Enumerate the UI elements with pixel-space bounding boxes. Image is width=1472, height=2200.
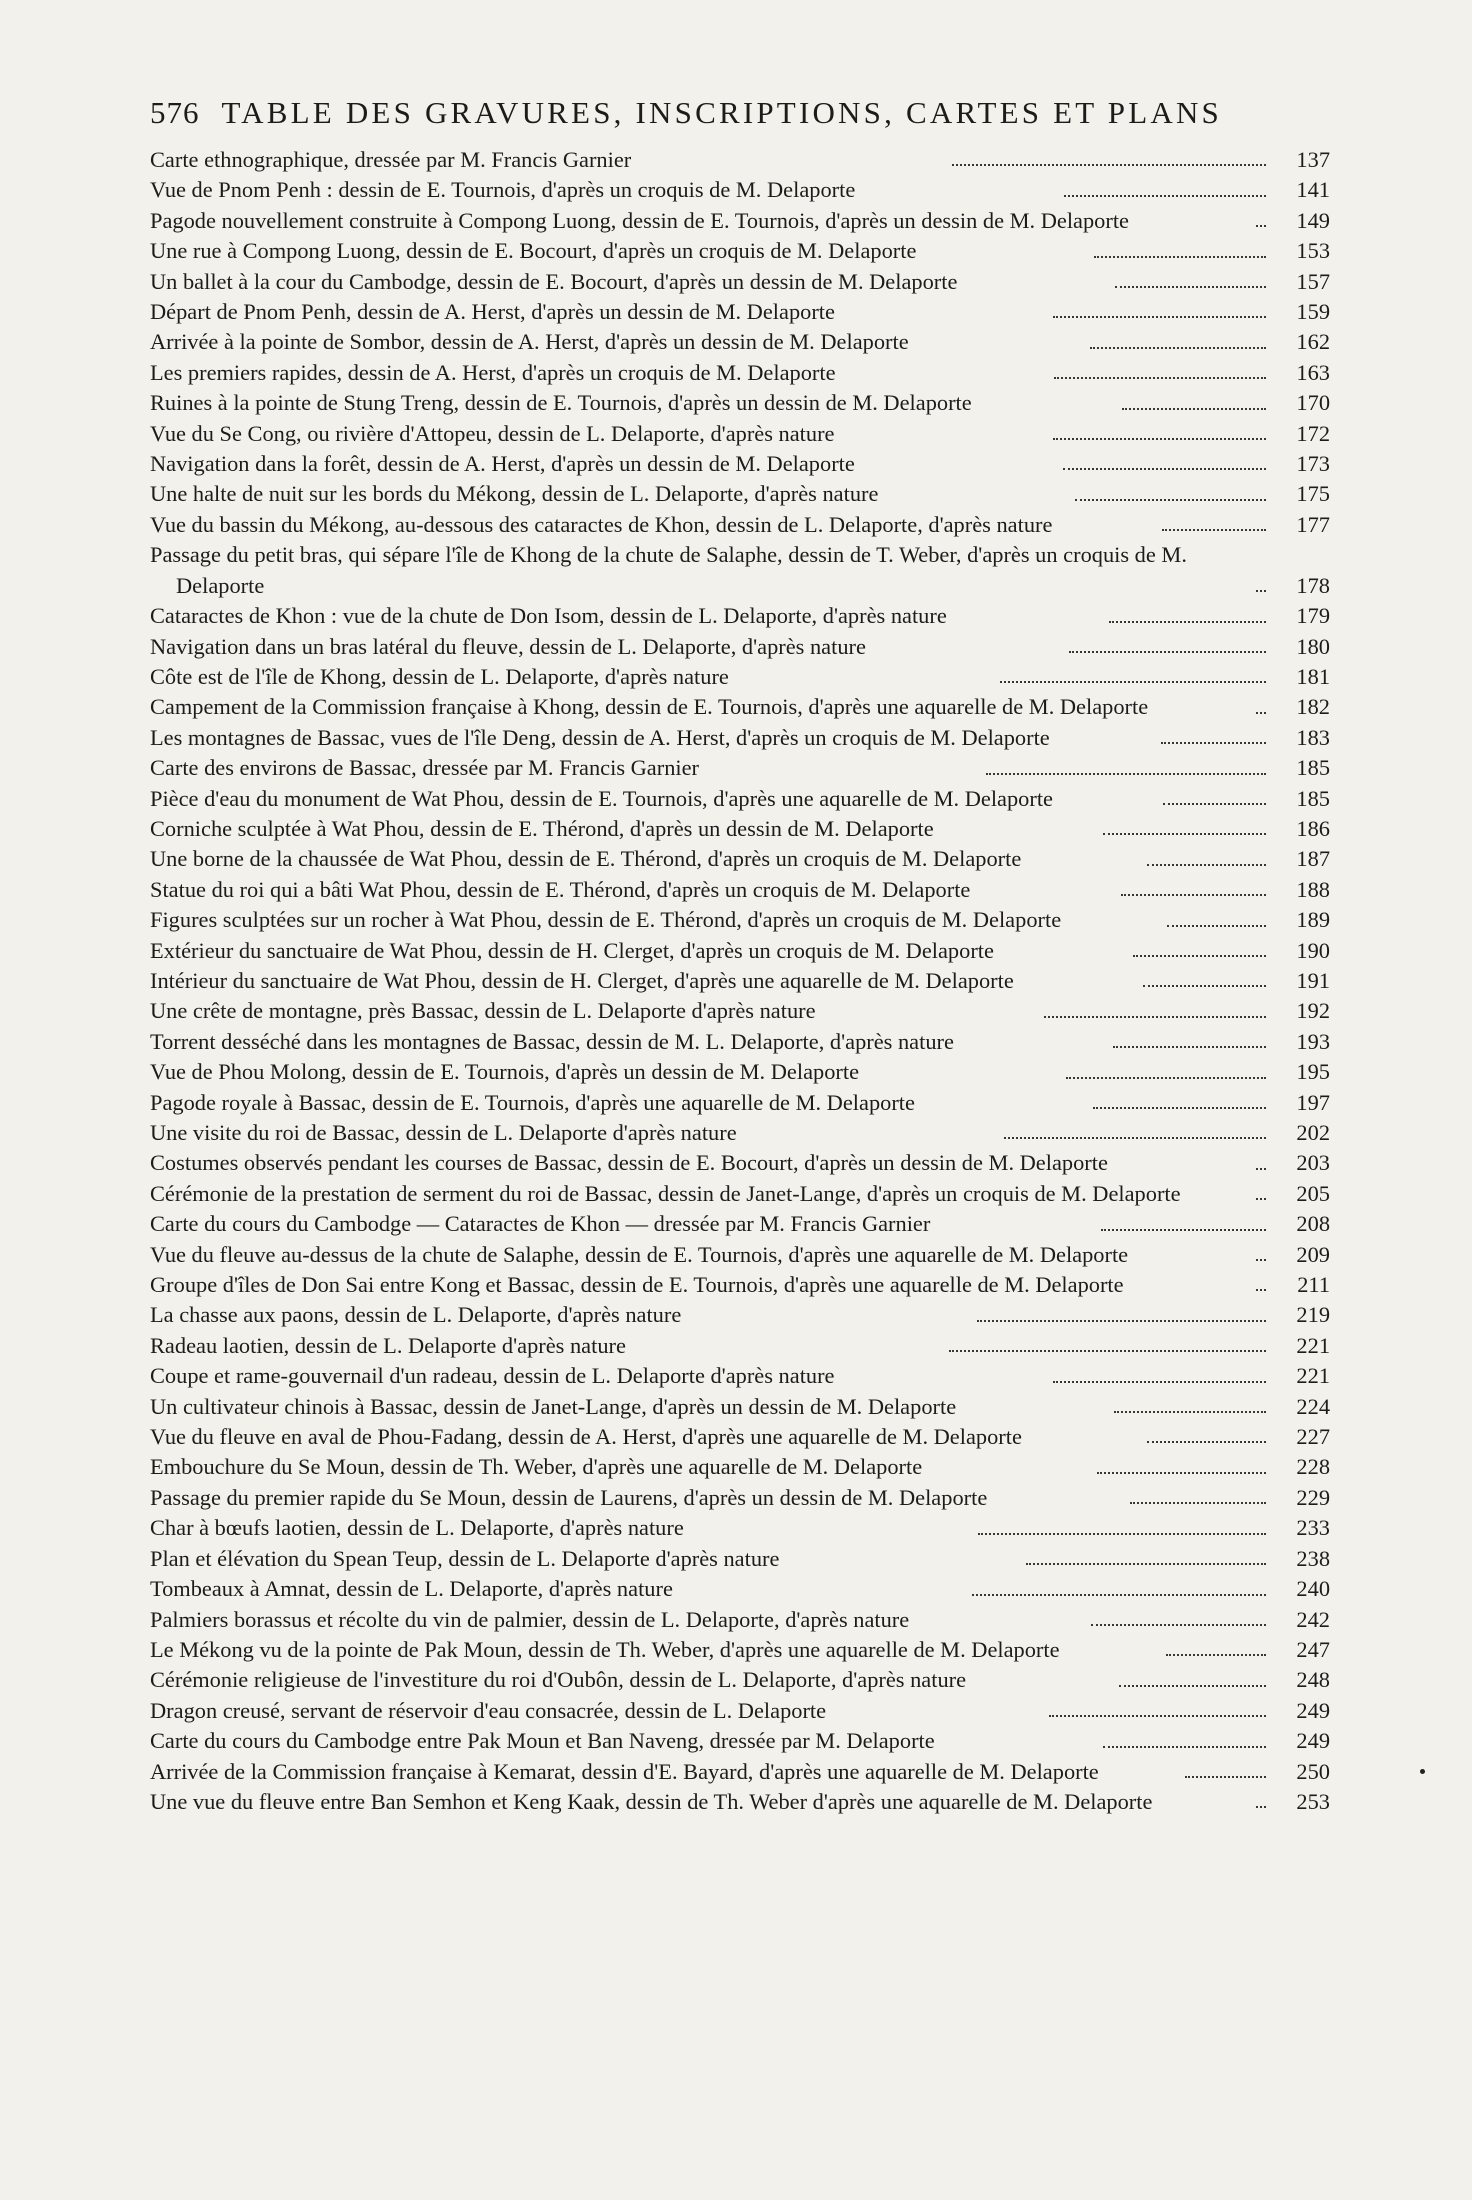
entry-title: Une visite du roi de Bassac, dessin de L. Delaporte d'après nature	[150, 1120, 737, 1145]
page-number: 576	[150, 95, 200, 130]
list-item	[150, 1544, 1330, 1574]
list-item	[150, 327, 1330, 357]
entry-title: Statue du roi qui a bâti Wat Phou, dessin de E. Thérond, d'après un croquis de M. Delaporte	[150, 876, 971, 902]
list-item	[150, 1757, 1330, 1787]
entry-page-number: 211	[1297, 1272, 1330, 1298]
dot-leader	[1054, 377, 1266, 379]
entry-page-number: 248	[1296, 1667, 1330, 1693]
list-item	[150, 1452, 1330, 1482]
dot-leader	[1256, 1289, 1266, 1291]
dot-leader	[949, 1350, 1266, 1352]
entry-title: Palmiers borassus et récolte du vin de palmier, dessin de L. Delaporte, d'après nature	[150, 1606, 910, 1632]
dot-leader	[1066, 1077, 1266, 1079]
dot-leader	[1256, 1259, 1266, 1261]
dot-leader	[1053, 1381, 1266, 1383]
entry-title: Figures sculptées sur un rocher à Wat Phou, dessin de E. Thérond, d'après un croquis de M. Delaporte	[150, 907, 1062, 933]
dot-leader	[1163, 803, 1267, 805]
list-item	[150, 1270, 1330, 1300]
dot-leader	[1069, 651, 1266, 653]
dot-leader	[1162, 529, 1266, 531]
entry-page-number: 157	[1296, 268, 1331, 294]
entry-title: Pagode nouvellement construite à Compong Luong, dessin de E. Tournois, d'après un dessin de M. Delaporte	[150, 207, 1129, 233]
entry-page-number: 179	[1296, 603, 1331, 629]
entry-page-number: 224	[1296, 1393, 1331, 1419]
dot-leader	[1044, 1016, 1266, 1018]
entry-page-number: 173	[1296, 451, 1330, 477]
dot-leader	[1147, 1441, 1266, 1443]
list-item	[150, 601, 1330, 631]
dot-leader	[978, 1533, 1266, 1535]
entry-page-number: 240	[1296, 1576, 1331, 1602]
list-item	[150, 753, 1330, 783]
entry-title: Navigation dans un bras latéral du fleuve, dessin de L. Delaporte, d'après nature	[150, 633, 866, 659]
entry-title: Un ballet à la cour du Cambodge, dessin de E. Bocourt, d'après un dessin de M. Delaporte	[150, 268, 958, 294]
entry-page-number: 178	[1296, 572, 1330, 598]
dot-leader	[1113, 1046, 1266, 1048]
entry-title: Campement de la Commission française à Khong, dessin de E. Tournois, d'après une aquarelle de M. Delaporte	[150, 694, 1149, 720]
dot-leader	[1000, 681, 1266, 683]
entry-title: Vue du fleuve au-dessus de la chute de Salaphe, dessin de E. Tournois, d'après une aquarelle de M. Delaporte	[150, 1241, 1129, 1267]
dot-leader	[1049, 1715, 1266, 1717]
dot-leader	[1122, 408, 1266, 410]
entry-title: Une vue du fleuve entre Ban Semhon et Keng Kaak, dessin de Th. Weber d'après une aquarelle de M. Delaporte	[150, 1788, 1153, 1814]
dot-leader	[1143, 985, 1266, 987]
entry-page-number: 205	[1296, 1180, 1330, 1206]
list-item	[150, 388, 1330, 418]
entry-page-number: 221	[1296, 1332, 1331, 1358]
entry-title: Vue de Phou Molong, dessin de E. Tournois, d'après un dessin de M. Delaporte	[150, 1059, 860, 1085]
list-item	[150, 1605, 1330, 1635]
entry-title: Passage du petit bras, qui sépare l'île de Khong de la chute de Salaphe, dessin de T. Weber, d'après un croquis de M. Delaporte	[150, 542, 1187, 598]
list-item	[150, 145, 1330, 175]
list-item	[150, 1331, 1330, 1361]
list-item	[150, 996, 1330, 1026]
list-item	[150, 1118, 1330, 1148]
page-title: TABLE DES GRAVURES, INSCRIPTIONS, CARTES ET PLANS	[221, 95, 1222, 130]
entry-page-number: 186	[1296, 815, 1330, 841]
entry-page-number: 175	[1296, 481, 1330, 507]
list-item	[150, 1179, 1330, 1209]
dot-leader	[1103, 1746, 1266, 1748]
dot-leader	[1053, 316, 1266, 318]
entry-page-number: 185	[1296, 785, 1330, 811]
entry-title: Torrent desséché dans les montagnes de Bassac, dessin de M. L. Delaporte, d'après nature	[150, 1028, 954, 1054]
entry-page-number: 141	[1296, 177, 1330, 203]
dot-leader	[1256, 1168, 1266, 1170]
entry-title: Une borne de la chaussée de Wat Phou, dessin de E. Thérond, d'après un croquis de M. Delaporte	[150, 846, 1022, 872]
entry-page-number: 170	[1296, 390, 1331, 416]
dot-leader	[1133, 955, 1266, 957]
entry-title: Coupe et rame-gouvernail d'un radeau, dessin de L. Delaporte d'après nature	[150, 1363, 835, 1389]
entry-page-number: 193	[1296, 1028, 1331, 1054]
dot-leader	[1167, 925, 1266, 927]
entry-page-number: 187	[1296, 846, 1331, 872]
list-item	[150, 966, 1330, 996]
entry-title: Extérieur du sanctuaire de Wat Phou, dessin de H. Clerget, d'après un croquis de M. Delaporte	[150, 937, 994, 963]
entry-title: Le Mékong vu de la pointe de Pak Moun, dessin de Th. Weber, d'après une aquarelle de M. Delaporte	[150, 1636, 1060, 1662]
dot-leader	[1161, 742, 1266, 744]
entry-title: Vue de Pnom Penh : dessin de E. Tournois, d'après un croquis de M. Delaporte	[150, 177, 856, 203]
entry-page-number: 192	[1296, 998, 1331, 1024]
dot-leader	[1114, 1411, 1266, 1413]
entry-title: Arrivée de la Commission française à Kemarat, dessin d'E. Bayard, d'après une aquarelle de M. Delaporte	[150, 1758, 1099, 1784]
list-item	[150, 1361, 1330, 1391]
entry-page-number: 250	[1296, 1758, 1330, 1784]
list-item	[150, 936, 1330, 966]
list-item	[150, 479, 1330, 509]
list-item	[150, 419, 1330, 449]
dot-leader	[1256, 1198, 1266, 1200]
entry-page-number: 208	[1296, 1211, 1331, 1237]
entry-page-number: 180	[1296, 633, 1330, 659]
entry-title: Vue du Se Cong, ou rivière d'Attopeu, dessin de L. Delaporte, d'après nature	[150, 420, 835, 446]
entry-page-number: 247	[1296, 1636, 1330, 1662]
entry-title: Navigation dans la forêt, dessin de A. Herst, d'après un dessin de M. Delaporte	[150, 451, 855, 477]
entry-page-number: 159	[1296, 299, 1331, 325]
list-item	[150, 1209, 1330, 1239]
list-item	[150, 1057, 1330, 1087]
list-item	[150, 236, 1330, 266]
entry-title: Tombeaux à Amnat, dessin de L. Delaporte, d'après nature	[150, 1576, 673, 1602]
dot-leader	[1185, 1776, 1266, 1778]
list-item	[150, 875, 1330, 905]
dot-leader	[1256, 712, 1266, 714]
list-item	[150, 1787, 1330, 1817]
entry-page-number: 149	[1296, 207, 1330, 233]
entry-title: Les montagnes de Bassac, vues de l'île Deng, dessin de A. Herst, d'après un croquis de M. Delaporte	[150, 724, 1050, 750]
entry-page-number: 249	[1296, 1728, 1331, 1754]
dot-leader	[1091, 1624, 1266, 1626]
list-item	[150, 510, 1330, 540]
entry-page-number: 221	[1296, 1363, 1330, 1389]
entry-title: Vue du bassin du Mékong, au-dessous des cataractes de Khon, dessin de L. Delaporte, d'après nature	[150, 511, 1053, 537]
entry-page-number: 228	[1296, 1454, 1331, 1480]
entry-page-number: 181	[1296, 663, 1331, 689]
entry-title: Une crête de montagne, près Bassac, dessin de L. Delaporte d'après nature	[150, 998, 816, 1024]
entry-page-number: 183	[1296, 724, 1330, 750]
list-item	[150, 175, 1330, 205]
entry-page-number: 191	[1296, 967, 1330, 993]
entry-page-number: 197	[1296, 1089, 1330, 1115]
dot-leader	[1256, 1806, 1266, 1808]
list-item	[150, 1665, 1330, 1695]
dot-leader	[972, 1594, 1266, 1596]
list-item	[150, 297, 1330, 327]
dot-leader	[1075, 499, 1266, 501]
dot-leader	[1256, 590, 1266, 592]
list-item	[150, 540, 1330, 601]
entry-title: Cataractes de Khon : vue de la chute de Don Isom, dessin de L. Delaporte, d'après nature	[150, 603, 947, 629]
entry-title: Arrivée à la pointe de Sombor, dessin de A. Herst, d'après un dessin de M. Delaporte	[150, 329, 909, 355]
list-item	[150, 1574, 1330, 1604]
entry-page-number: 249	[1296, 1697, 1331, 1723]
entry-title: Costumes observés pendant les courses de Bassac, dessin de E. Bocourt, d'après un dessin de M. Delaporte	[150, 1150, 1108, 1176]
entry-title: Un cultivateur chinois à Bassac, dessin de Janet-Lange, d'après un dessin de M. Delaporte	[150, 1393, 957, 1419]
list-item	[150, 784, 1330, 814]
entry-page-number: 202	[1296, 1120, 1331, 1145]
dot-leader	[1094, 256, 1266, 258]
list-item	[150, 662, 1330, 692]
dot-leader	[1026, 1563, 1266, 1565]
dot-leader	[977, 1320, 1266, 1322]
entry-page-number: 172	[1296, 420, 1331, 446]
list-item	[150, 723, 1330, 753]
list-item	[150, 267, 1330, 297]
entry-title: Carte du cours du Cambodge — Cataractes de Khon — dressée par M. Francis Garnier	[150, 1211, 931, 1237]
entry-page-number: 227	[1296, 1424, 1331, 1450]
list-item	[150, 1240, 1330, 1270]
list-item	[150, 1513, 1330, 1543]
ink-speck	[1420, 1769, 1425, 1774]
list-item	[150, 1483, 1330, 1513]
list-item	[150, 1635, 1330, 1665]
entry-title: Carte des environs de Bassac, dressée par M. Francis Garnier	[150, 755, 700, 781]
dot-leader	[1130, 1502, 1266, 1504]
table-of-engravings	[150, 145, 1330, 1817]
dot-leader	[1103, 833, 1266, 835]
entry-page-number: 233	[1296, 1515, 1330, 1541]
entry-title: Cérémonie religieuse de l'investiture du roi d'Oubôn, dessin de L. Delaporte, d'après nature	[150, 1667, 967, 1693]
entry-title: Ruines à la pointe de Stung Treng, dessin de E. Tournois, d'après un dessin de M. Delaporte	[150, 390, 972, 416]
entry-title: Une rue à Compong Luong, dessin de E. Bocourt, d'après un croquis de M. Delaporte	[150, 238, 917, 264]
dot-leader	[1115, 286, 1266, 288]
dot-leader	[1147, 864, 1266, 866]
entry-page-number: 203	[1296, 1150, 1330, 1176]
page-header	[150, 95, 1322, 131]
entry-title: Radeau laotien, dessin de L. Delaporte d'après nature	[150, 1332, 626, 1358]
list-item	[150, 905, 1330, 935]
entry-title: Passage du premier rapide du Se Moun, dessin de Laurens, d'après un dessin de M. Delaporte	[150, 1484, 988, 1510]
entry-page-number: 188	[1296, 876, 1330, 902]
entry-title: Char à bœufs laotien, dessin de L. Delaporte, d'après nature	[150, 1515, 684, 1541]
entry-page-number: 182	[1296, 694, 1330, 720]
dot-leader	[1090, 347, 1266, 349]
list-item	[150, 1088, 1330, 1118]
dot-leader	[1004, 1137, 1266, 1139]
entry-title: Plan et élévation du Spean Teup, dessin de L. Delaporte d'après nature	[150, 1545, 780, 1571]
entry-title: Pagode royale à Bassac, dessin de E. Tournois, d'après une aquarelle de M. Delaporte	[150, 1089, 915, 1115]
list-item	[150, 692, 1330, 722]
entry-title: La chasse aux paons, dessin de L. Delaporte, d'après nature	[150, 1302, 682, 1328]
entry-title: Groupe d'îles de Don Sai entre Kong et Bassac, dessin de E. Tournois, d'après une aquarelle de M. Delaporte	[150, 1272, 1124, 1298]
dot-leader	[1064, 195, 1266, 197]
entry-title: Carte du cours du Cambodge entre Pak Moun et Ban Naveng, dressée par M. Delaporte	[150, 1728, 935, 1754]
entry-title: Vue du fleuve en aval de Phou-Fadang, dessin de A. Herst, d'après une aquarelle de M. Delaporte	[150, 1424, 1022, 1450]
entry-title: Intérieur du sanctuaire de Wat Phou, dessin de H. Clerget, d'après une aquarelle de M. Delaporte	[150, 967, 1014, 993]
entry-page-number: 185	[1296, 755, 1331, 781]
entry-title: Corniche sculptée à Wat Phou, dessin de E. Thérond, d'après un dessin de M. Delaporte	[150, 815, 934, 841]
list-item	[150, 1422, 1330, 1452]
list-item	[150, 358, 1330, 388]
entry-page-number: 162	[1296, 329, 1331, 355]
entry-page-number: 195	[1296, 1059, 1330, 1085]
entry-title: Les premiers rapides, dessin de A. Herst, d'après un croquis de M. Delaporte	[150, 359, 836, 385]
entry-title: Carte ethnographique, dressée par M. Francis Garnier	[150, 147, 632, 172]
dot-leader	[952, 164, 1266, 166]
entry-page-number: 229	[1296, 1484, 1331, 1510]
entry-title: Dragon creusé, servant de réservoir d'eau consacrée, dessin de L. Delaporte	[150, 1697, 827, 1723]
dot-leader	[1121, 894, 1266, 896]
list-item	[150, 814, 1330, 844]
list-item	[150, 1726, 1330, 1756]
entry-page-number: 189	[1296, 907, 1331, 933]
dot-leader	[1166, 1654, 1266, 1656]
entry-page-number: 153	[1296, 238, 1331, 264]
entry-title: Embouchure du Se Moun, dessin de Th. Weber, d'après une aquarelle de M. Delaporte	[150, 1454, 923, 1480]
entry-page-number: 137	[1296, 147, 1331, 172]
entry-page-number: 190	[1296, 937, 1330, 963]
entry-title: Côte est de l'île de Khong, dessin de L. Delaporte, d'après nature	[150, 663, 729, 689]
entry-page-number: 219	[1296, 1302, 1331, 1328]
dot-leader	[1256, 225, 1266, 227]
dot-leader	[1097, 1472, 1266, 1474]
dot-leader	[986, 773, 1267, 775]
entry-page-number: 163	[1296, 359, 1330, 385]
list-item	[150, 449, 1330, 479]
entry-title: Une halte de nuit sur les bords du Mékong, dessin de L. Delaporte, d'après nature	[150, 481, 879, 507]
list-item	[150, 1392, 1330, 1422]
list-item	[150, 1148, 1330, 1178]
dot-leader	[1053, 438, 1266, 440]
entry-title: Pièce d'eau du monument de Wat Phou, dessin de E. Tournois, d'après une aquarelle de M. Delaporte	[150, 785, 1053, 811]
dot-leader	[1063, 468, 1266, 470]
list-item	[150, 1300, 1330, 1330]
dot-leader	[1119, 1685, 1266, 1687]
entry-title: Cérémonie de la prestation de serment du roi de Bassac, dessin de Janet-Lange, d'après un croquis de M. Delaporte	[150, 1180, 1181, 1206]
entry-title: Départ de Pnom Penh, dessin de A. Herst, d'après un dessin de M. Delaporte	[150, 299, 835, 325]
entry-page-number: 177	[1296, 511, 1330, 537]
dot-leader	[1093, 1107, 1266, 1109]
list-item	[150, 844, 1330, 874]
list-item	[150, 632, 1330, 662]
list-item	[150, 1027, 1330, 1057]
entry-page-number: 242	[1296, 1606, 1330, 1632]
list-item	[150, 206, 1330, 236]
dot-leader	[1109, 621, 1266, 623]
list-item	[150, 1696, 1330, 1726]
entry-page-number: 253	[1296, 1788, 1330, 1814]
entry-page-number: 238	[1296, 1545, 1331, 1571]
entry-page-number: 209	[1296, 1241, 1330, 1267]
dot-leader	[1101, 1229, 1266, 1231]
